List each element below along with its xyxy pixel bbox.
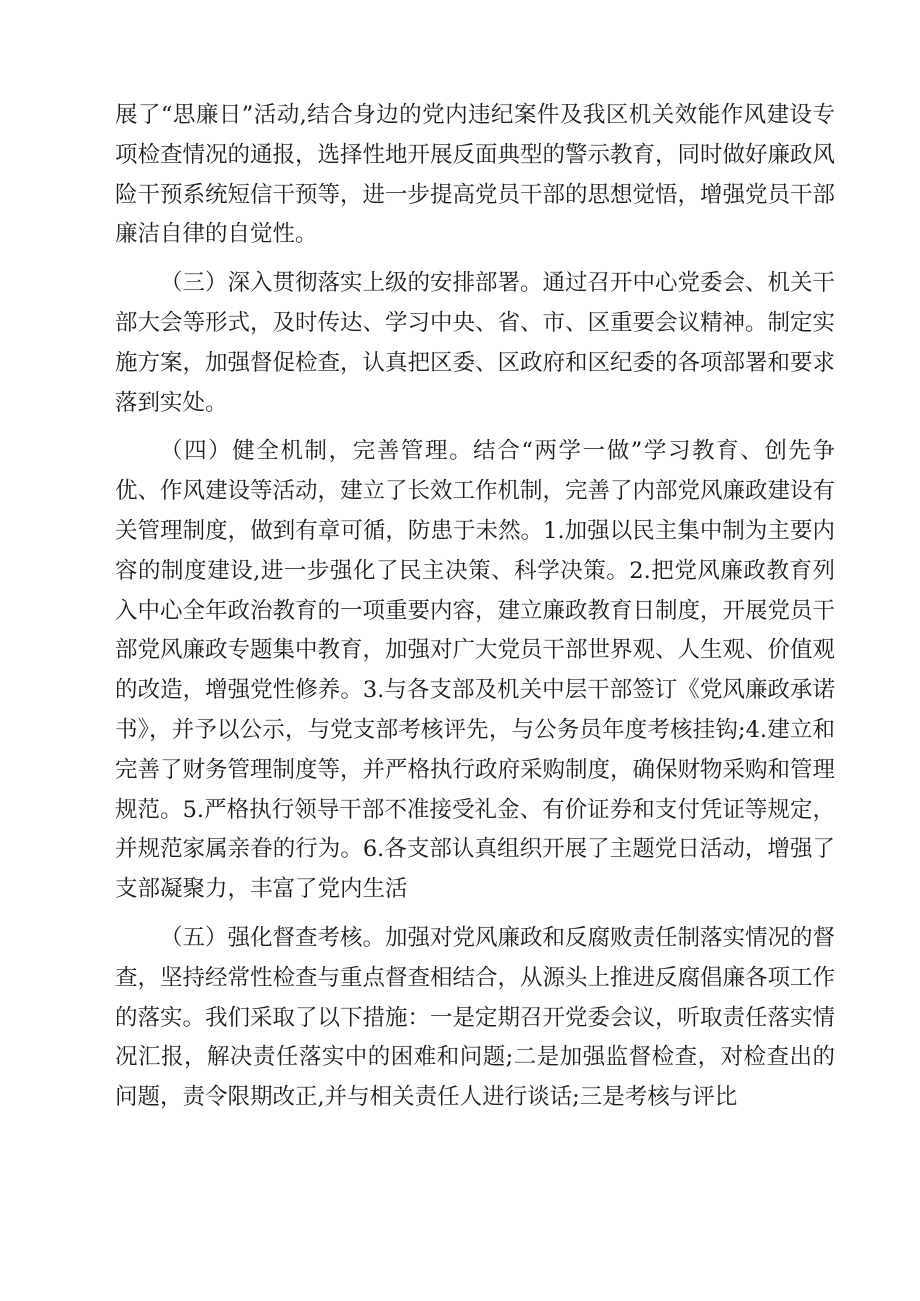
- paragraph-3: （四）健全机制，完善管理。结合“两学一做”学习教育、创先争优、作风建设等活动，建立了长效工作机制，完善了内部党风廉政建设有关管理制度，做到有章可循，防患于未然。1.加强以民主集中制为主要内容的制度建设,进一步强化了民主决策、科学决策。2.把党风廉政教育列入中心全年政治教育的一项重要内容，建立廉政教育日制度，开展党员干部党风廉政专题集中教育，加强对广大党员干部世界观、人生观、价值观的改造，增强党性修养。3.与各支部及机关中层干部签订《党风廉政承诺书》，并予以公示，与党支部考核评先，与公务员年度考核挂钩;4.建立和完善了财务管理制度等，并严格执行政府采购制度，确保财物采购和管理规范。5.严格执行领导干部不准接受礼金、有价证券和支付凭证等规定，并规范家属亲眷的行为。6.各支部认真组织开展了主题党日活动，增强了支部凝聚力，丰富了党内生活: [115, 438, 836, 903]
- paragraph-2: （三）深入贯彻落实上级的安排部署。通过召开中心党委会、机关干部大会等形式，及时传达、学习中央、省、市、区重要会议精神。制定实施方案，加强督促检查，认真把区委、区政府和区纪委的各项部署和要求落到实处。: [115, 270, 836, 416]
- paragraph-4: （五）强化督查考核。加强对党风廉政和反腐败责任制落实情况的督查，坚持经常性检查与重点督查相结合，从源头上推进反腐倡廉各项工作的落实。我们采取了以下措施：一是定期召开党委会议，听取责任落实情况汇报，解决责任落实中的困难和问题;二是加强监督检查，对检查出的问题，责令限期改正,并与相关责任人进行谈话;三是考核与评比: [115, 924, 836, 1111]
- document-body: [115, 96, 835, 1118]
- paragraph-1: 展了“思廉日”活动,结合身边的党内违纪案件及我区机关效能作风建设专项检查情况的通报，选择性地开展反面典型的警示教育，同时做好廉政风险干预系统短信干预等，进一步提高党员干部的思想觉悟，增强党员干部廉洁自律的自觉性。: [115, 102, 836, 248]
